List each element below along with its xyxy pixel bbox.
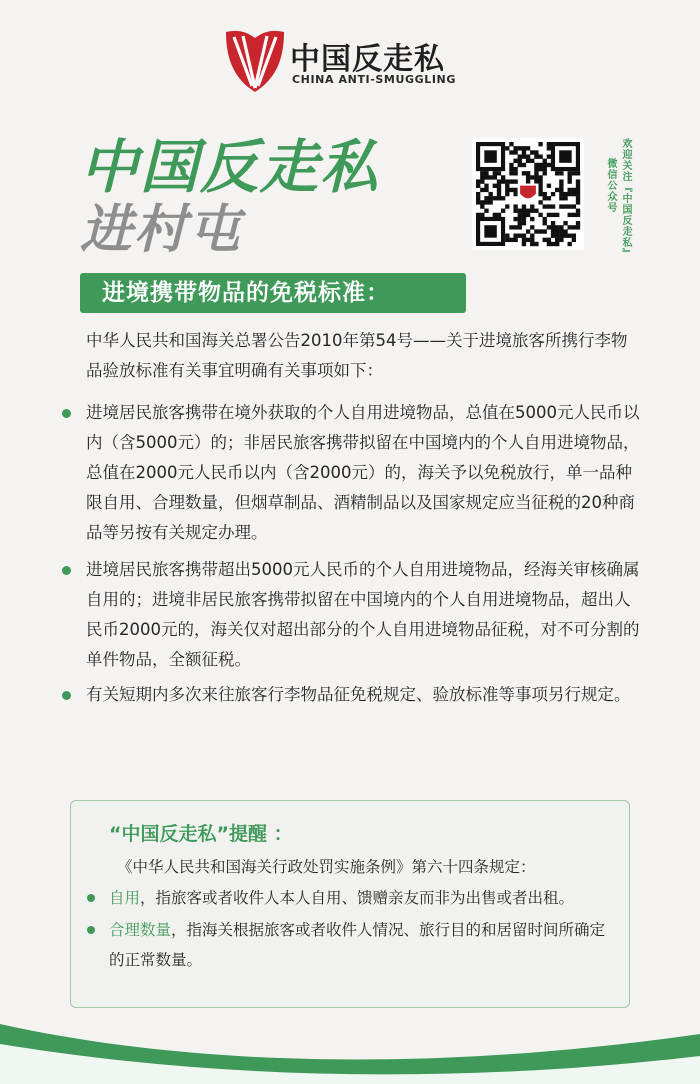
definition-term: 合理数量 [109,921,172,939]
list-item [60,398,640,548]
bullet-dot-icon [87,926,95,934]
definition-text: ，指海关根据旅客或者收件人情况、旅行目的和居留时间所确定的正常数量。 [109,921,606,969]
standards-list [60,398,640,710]
definition-item [85,915,615,975]
shield-logo-icon [224,28,286,94]
definition-item [85,883,615,913]
intro-paragraph: 中华人民共和国海关总署公告2010年第54号——关于进境旅客所携行李物品验放标准有关事宜明确有关事项如下： [86,331,628,380]
headline-line-1: 中国反走私 [80,133,381,201]
qr-code-icon [472,138,584,250]
reminder-card [70,800,630,1008]
section-banner: 进境携带物品的免税标准： [80,273,466,313]
brand-logo [224,28,484,94]
headline [80,133,460,260]
headline-line-2: 进村屯 [80,200,243,260]
qr-code [472,138,584,250]
list-item [60,555,640,675]
list-item-text: 有关短期内多次来往旅客行李物品征免税规定、验放标准等事项另行规定。 [86,685,631,704]
bullet-dot-icon [62,691,71,700]
list-item [60,680,640,710]
logo-english-text: CHINA ANTI-SMUGGLING [292,73,456,86]
list-item-text: 进境居民旅客携带超出5000元人民币的个人自用进境物品，经海关审核确属自用的；进境非居民旅客携带拟留在中国境内的个人自用进境物品，超出人民币2000元的，海关仅对超出部分的个人自用进境物品征税，对不可分割的单件物品，全额征税。 [86,560,640,669]
bullet-dot-icon [87,894,95,902]
qr-caption-follow: 欢迎关注『中国反走私』 [620,138,631,259]
bullet-dot-icon [62,566,71,575]
definition-term: 自用 [109,889,141,907]
list-item-text: 进境居民旅客携带在境外获取的个人自用进境物品，总值在5000元人民币以内（含5000元）的；非居民旅客携带拟留在中国境内的个人自用进境物品，总值在2000元人民币以内（含2000元）的，海关予以免税放行，单一品种限自用、合理数量，但烟草制品、酒精制品以及国家规定应当征税的20种商品等另按有关规定办理。 [86,403,640,542]
definition-text: ，指旅客或者收件人本人自用、馈赠亲友而非为出售或者出租。 [140,889,575,907]
bullet-dot-icon [62,409,71,418]
qr-caption-account: 微信公众号 [605,158,616,213]
definition-list [85,883,615,977]
reminder-title: “中国反走私”提醒 ： [109,823,293,845]
logo-chinese-text: 中国反走私 [290,42,445,77]
reminder-intro: 《中华人民共和国海关行政处罚实施条例》第六十四条规定： [117,858,536,876]
bottom-wave-decoration [0,994,700,1084]
